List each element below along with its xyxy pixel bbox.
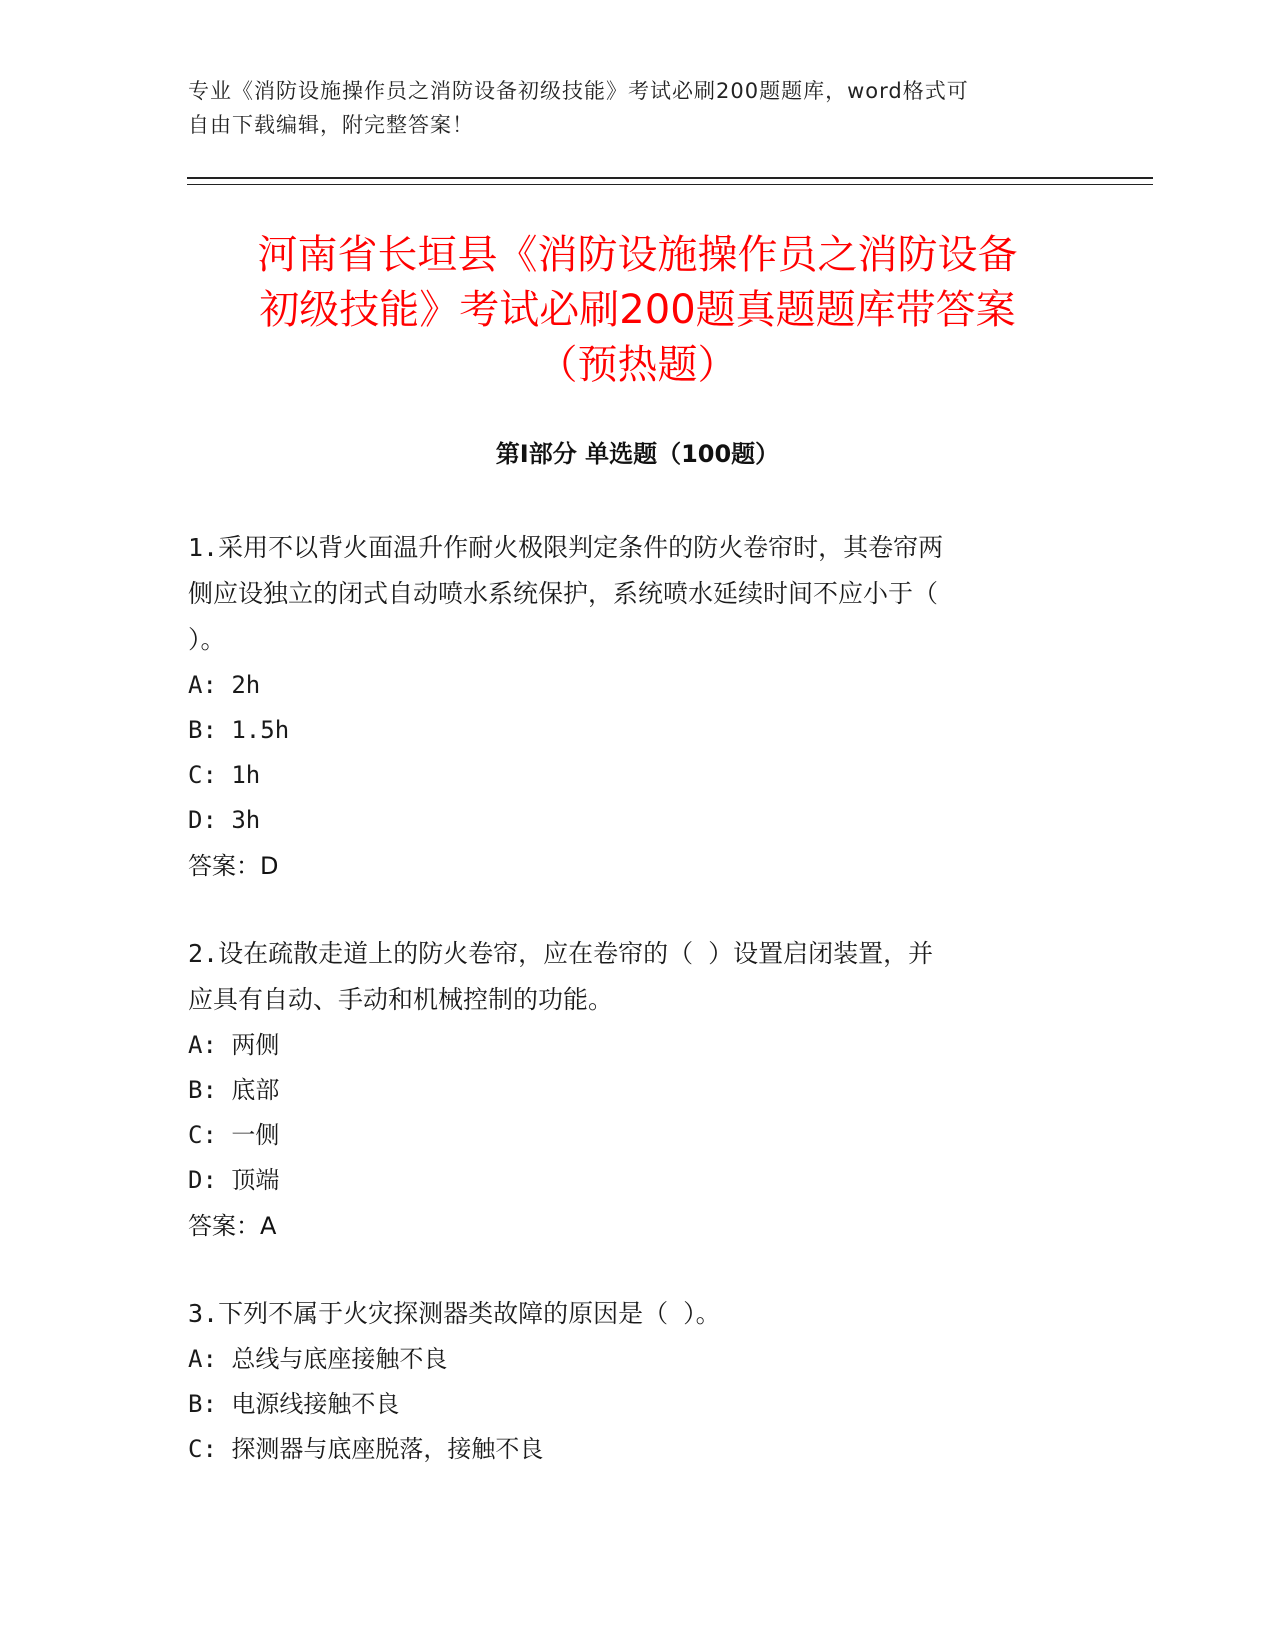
question-1-text-line-1: 1.采用不以背火面温升作耐火极限判定条件的防火卷帘时，其卷帘两 — [188, 533, 944, 562]
question-spacer — [188, 1249, 1068, 1291]
header-divider-thick — [187, 177, 1153, 179]
question-2-option-b: B: 底部 — [188, 1076, 280, 1104]
title-line-1: 河南省长垣县《消防设施操作员之消防设备 — [257, 232, 1018, 278]
header-divider-thin — [187, 184, 1153, 185]
document-title — [160, 228, 1115, 393]
question-3-option-b: B: 电源线接触不良 — [188, 1390, 400, 1418]
question-2-text-line-1: 2.设在疏散走道上的防火卷帘，应在卷帘的（ ）设置启闭装置，并 — [188, 939, 934, 968]
header-note-line-2: 自由下载编辑，附完整答案！ — [188, 113, 474, 137]
question-3-option-a: A: 总线与底座接触不良 — [188, 1345, 448, 1373]
question-3-text-line-1: 3.下列不属于火灾探测器类故障的原因是（ ）。 — [188, 1299, 721, 1328]
title-line-3: （预热题） — [537, 342, 738, 388]
question-2-option-d: D: 顶端 — [188, 1166, 280, 1194]
section-heading: 第I部分 单选题（100题） — [495, 440, 780, 468]
title-line-2: 初级技能》考试必刷200题真题题库带答案 — [259, 287, 1016, 333]
question-1-option-b: B: 1.5h — [188, 716, 290, 744]
question-2-answer: 答案：A — [188, 1212, 277, 1240]
question-1-text-line-2: 侧应设独立的闭式自动喷水系统保护，系统喷水延续时间不应小于（ — [188, 579, 939, 608]
question-1-option-d: D: 3h — [188, 806, 261, 834]
question-2 — [188, 931, 1068, 1249]
question-1 — [188, 525, 1068, 889]
header-note — [188, 74, 1088, 142]
question-spacer — [188, 889, 1068, 931]
question-3-option-c: C: 探测器与底座脱落，接触不良 — [188, 1435, 544, 1463]
question-1-option-a: A: 2h — [188, 671, 261, 699]
question-1-text-line-3: ）。 — [188, 625, 226, 654]
question-2-option-c: C: 一侧 — [188, 1121, 280, 1149]
question-2-text-line-2: 应具有自动、手动和机械控制的功能。 — [188, 985, 614, 1014]
question-1-answer: 答案：D — [188, 852, 279, 880]
question-3 — [188, 1291, 1068, 1472]
question-list — [188, 525, 1068, 1472]
question-2-option-a: A: 两侧 — [188, 1031, 280, 1059]
header-note-line-1: 专业《消防设施操作员之消防设备初级技能》考试必刷200题题库，word格式可 — [188, 79, 969, 103]
question-1-option-c: C: 1h — [188, 761, 261, 789]
